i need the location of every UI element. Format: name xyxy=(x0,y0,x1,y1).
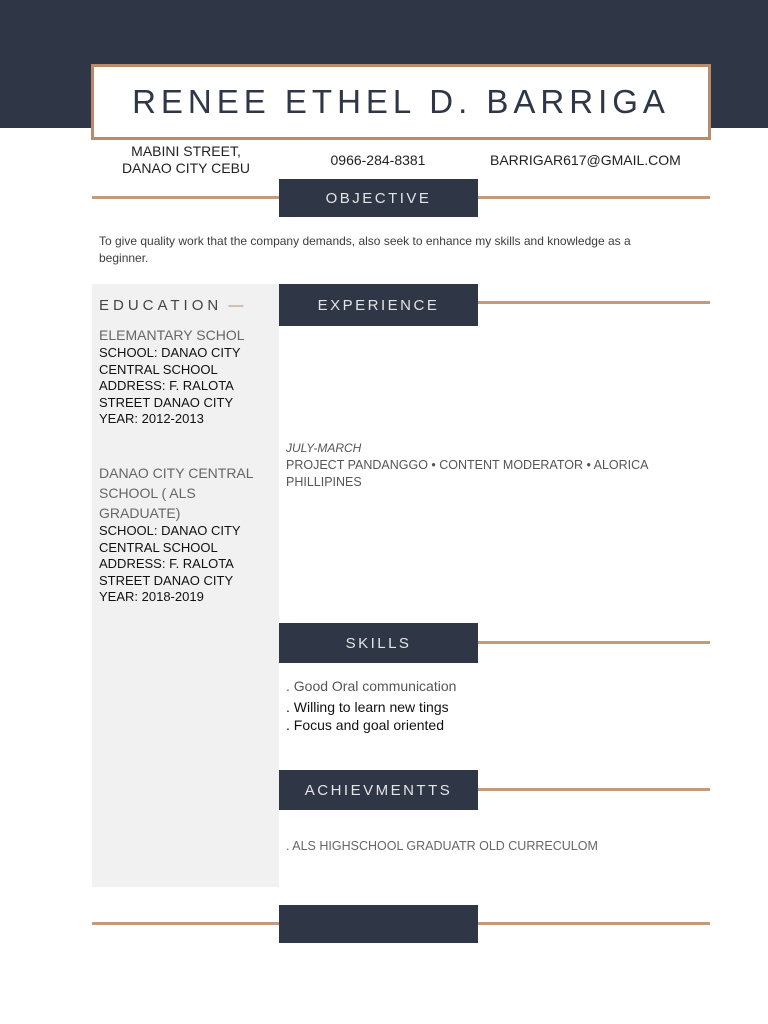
experience-entry xyxy=(286,440,696,491)
skills-rule-right xyxy=(478,641,710,644)
education-entry-school: SCHOOL: DANAO CITY CENTRAL SCHOOL xyxy=(99,523,241,555)
achievements-header xyxy=(279,770,478,810)
education-heading xyxy=(99,297,243,314)
skills-title: SKILLS xyxy=(345,634,412,652)
experience-description: PROJECT PANDANGGO • CONTENT MODERATOR • ALORICA PHILLIPINES xyxy=(286,458,648,489)
footer-bar xyxy=(279,905,478,943)
experience-date: JULY-MARCH xyxy=(286,441,362,455)
name-banner xyxy=(91,64,711,140)
education-entry-year: YEAR: 2018-2019 xyxy=(99,589,204,604)
education-entry-heading: DANAO CITY CENTRAL SCHOOL ( ALS GRADUATE) xyxy=(99,465,254,521)
skill-item: . Good Oral communication xyxy=(286,678,457,694)
experience-title: EXPERIENCE xyxy=(317,296,440,314)
footer-rule-right xyxy=(478,922,710,925)
achievement-item: . ALS HIGHSCHOOL GRADUATR OLD CURRECULOM xyxy=(286,839,598,853)
candidate-name: RENEE ETHEL D. BARRIGA xyxy=(132,83,670,120)
education-entry-school: SCHOOL: DANAO CITY CENTRAL SCHOOL xyxy=(99,345,241,377)
skill-item: . Focus and goal oriented xyxy=(286,717,444,733)
address-line-2: DANAO CITY CEBU xyxy=(121,160,251,176)
contact-email: BARRIGAR617@GMAIL.COM xyxy=(490,152,681,168)
achievements-rule-right xyxy=(478,788,710,791)
achievements-title: ACHIEVMENTTS xyxy=(304,781,453,799)
skills-list xyxy=(286,677,456,734)
contact-address xyxy=(96,143,276,177)
education-entry-address: ADDRESS: F. RALOTA STREET DANAO CITY xyxy=(99,378,234,410)
education-entry-heading: ELEMANTARY SCHOL xyxy=(99,327,245,343)
education-entry xyxy=(99,463,274,606)
education-entry-address: ADDRESS: F. RALOTA STREET DANAO CITY xyxy=(99,556,234,588)
education-entry xyxy=(99,325,274,428)
skills-header xyxy=(279,623,478,663)
objective-rule-left xyxy=(92,196,280,199)
experience-header xyxy=(279,284,478,326)
education-title: EDUCATION xyxy=(99,297,223,314)
address-line-1: MABINI STREET, xyxy=(131,143,241,159)
contact-phone: 0966-284-8381 xyxy=(330,152,426,168)
experience-rule-right xyxy=(478,301,710,304)
objective-text: To give quality work that the company demands, also seek to enhance my skills and knowledge as a beginner. xyxy=(99,234,631,265)
footer-rule-left xyxy=(92,922,280,925)
objective-title: OBJECTIVE xyxy=(325,189,432,207)
education-entry-year: YEAR: 2012-2013 xyxy=(99,411,204,426)
skill-item: . Willing to learn new tings xyxy=(286,699,449,715)
objective-rule-right xyxy=(478,196,710,199)
education-dash-divider: — xyxy=(224,297,244,314)
objective-header xyxy=(279,179,478,217)
